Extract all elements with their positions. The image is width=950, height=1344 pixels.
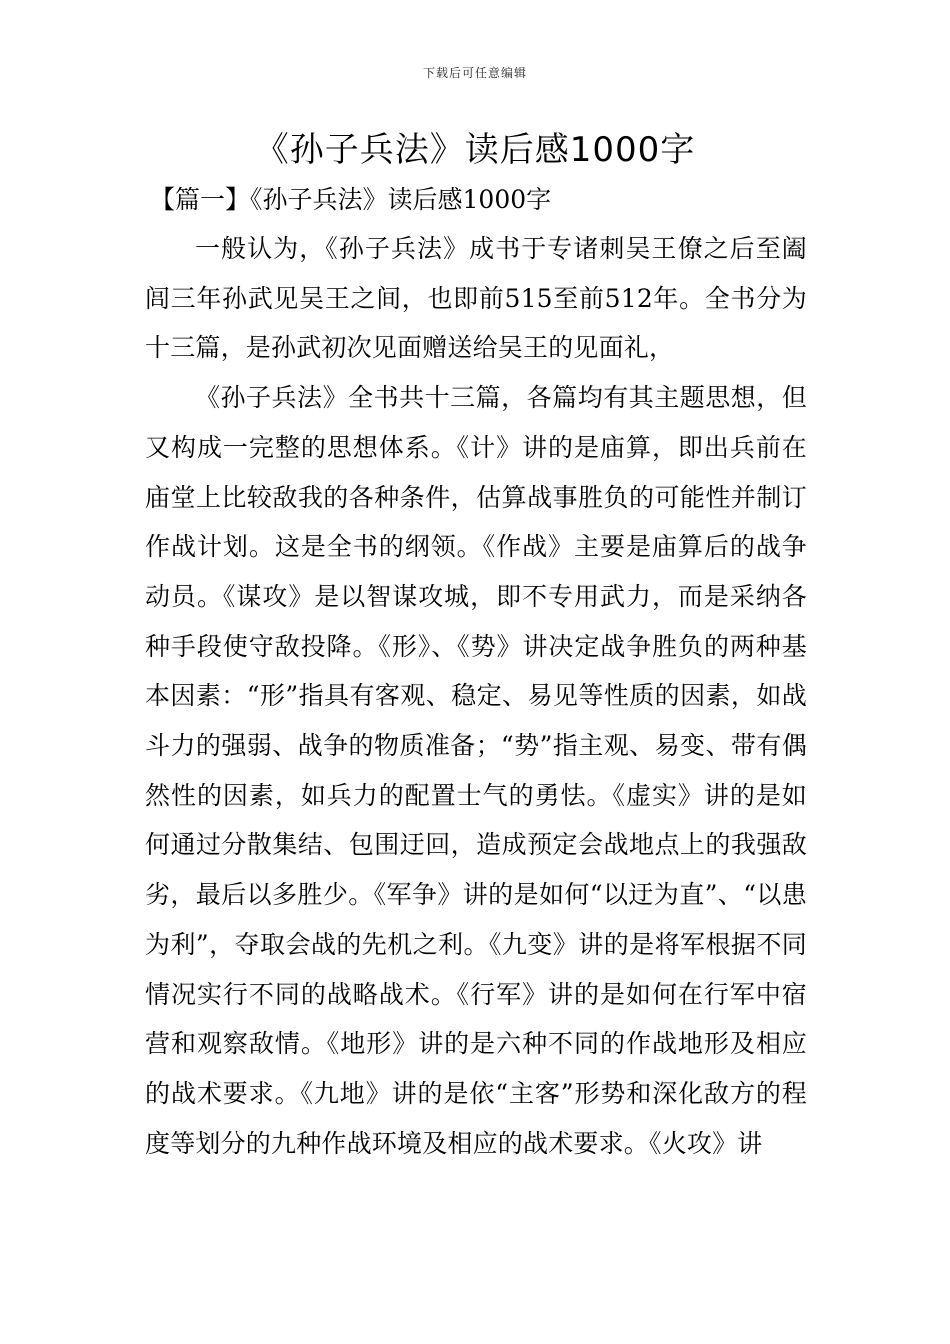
document-body xyxy=(145,224,807,1168)
section-heading: 【篇一】《孙子兵法》读后感1000字 xyxy=(150,185,552,214)
document-title: 《孙子兵法》读后感1000字 xyxy=(254,130,696,170)
paragraph-1: 一般认为，《孙子兵法》成书于专诸刺吴王僚之后至阖闾三年孙武见吴王之间，也即前515至前512年。全书分为十三篇，是孙武初次见面赠送给吴王的见面礼， xyxy=(145,234,807,363)
paragraph-2: 《孙子兵法》全书共十三篇，各篇均有其主题思想，但又构成一完整的思想体系。《计》讲的是庙算，即出兵前在庙堂上比较敌我的各种条件，估算战事胜负的可能性并制订作战计划。这是全书的纲领。《作战》主要是庙算后的战争动员。《谋攻》是以智谋攻城，即不专用武力，而是采纳各种手段使守敌投降。《形》、《势》讲决定战争胜负的两种基本因素：“形”指具有客观、稳定、易见等性质的因素，如战斗力的强弱、战争的物质准备；“势”指主观、易变、带有偶然性的因素，如兵力的配置士气的勇怯。《虚实》讲的是如何通过分散集结、包围迂回，造成预定会战地点上的我强敌劣，最后以多胜少。《军争》讲的是如何“以迂为直”、“以患为利”，夺取会战的先机之利。《九变》讲的是将军根据不同情况实行不同的战略战术。《行军》讲的是如何在行军中宿营和观察敌情。《地形》讲的是六种不同的作战地形及相应的战术要求。《九地》讲的是依“主客”形势和深化敌方的程度等划分的九种作战环境及相应的战术要求。《火攻》讲 xyxy=(145,383,807,1158)
header-note: 下载后可任意编辑 xyxy=(422,66,527,80)
